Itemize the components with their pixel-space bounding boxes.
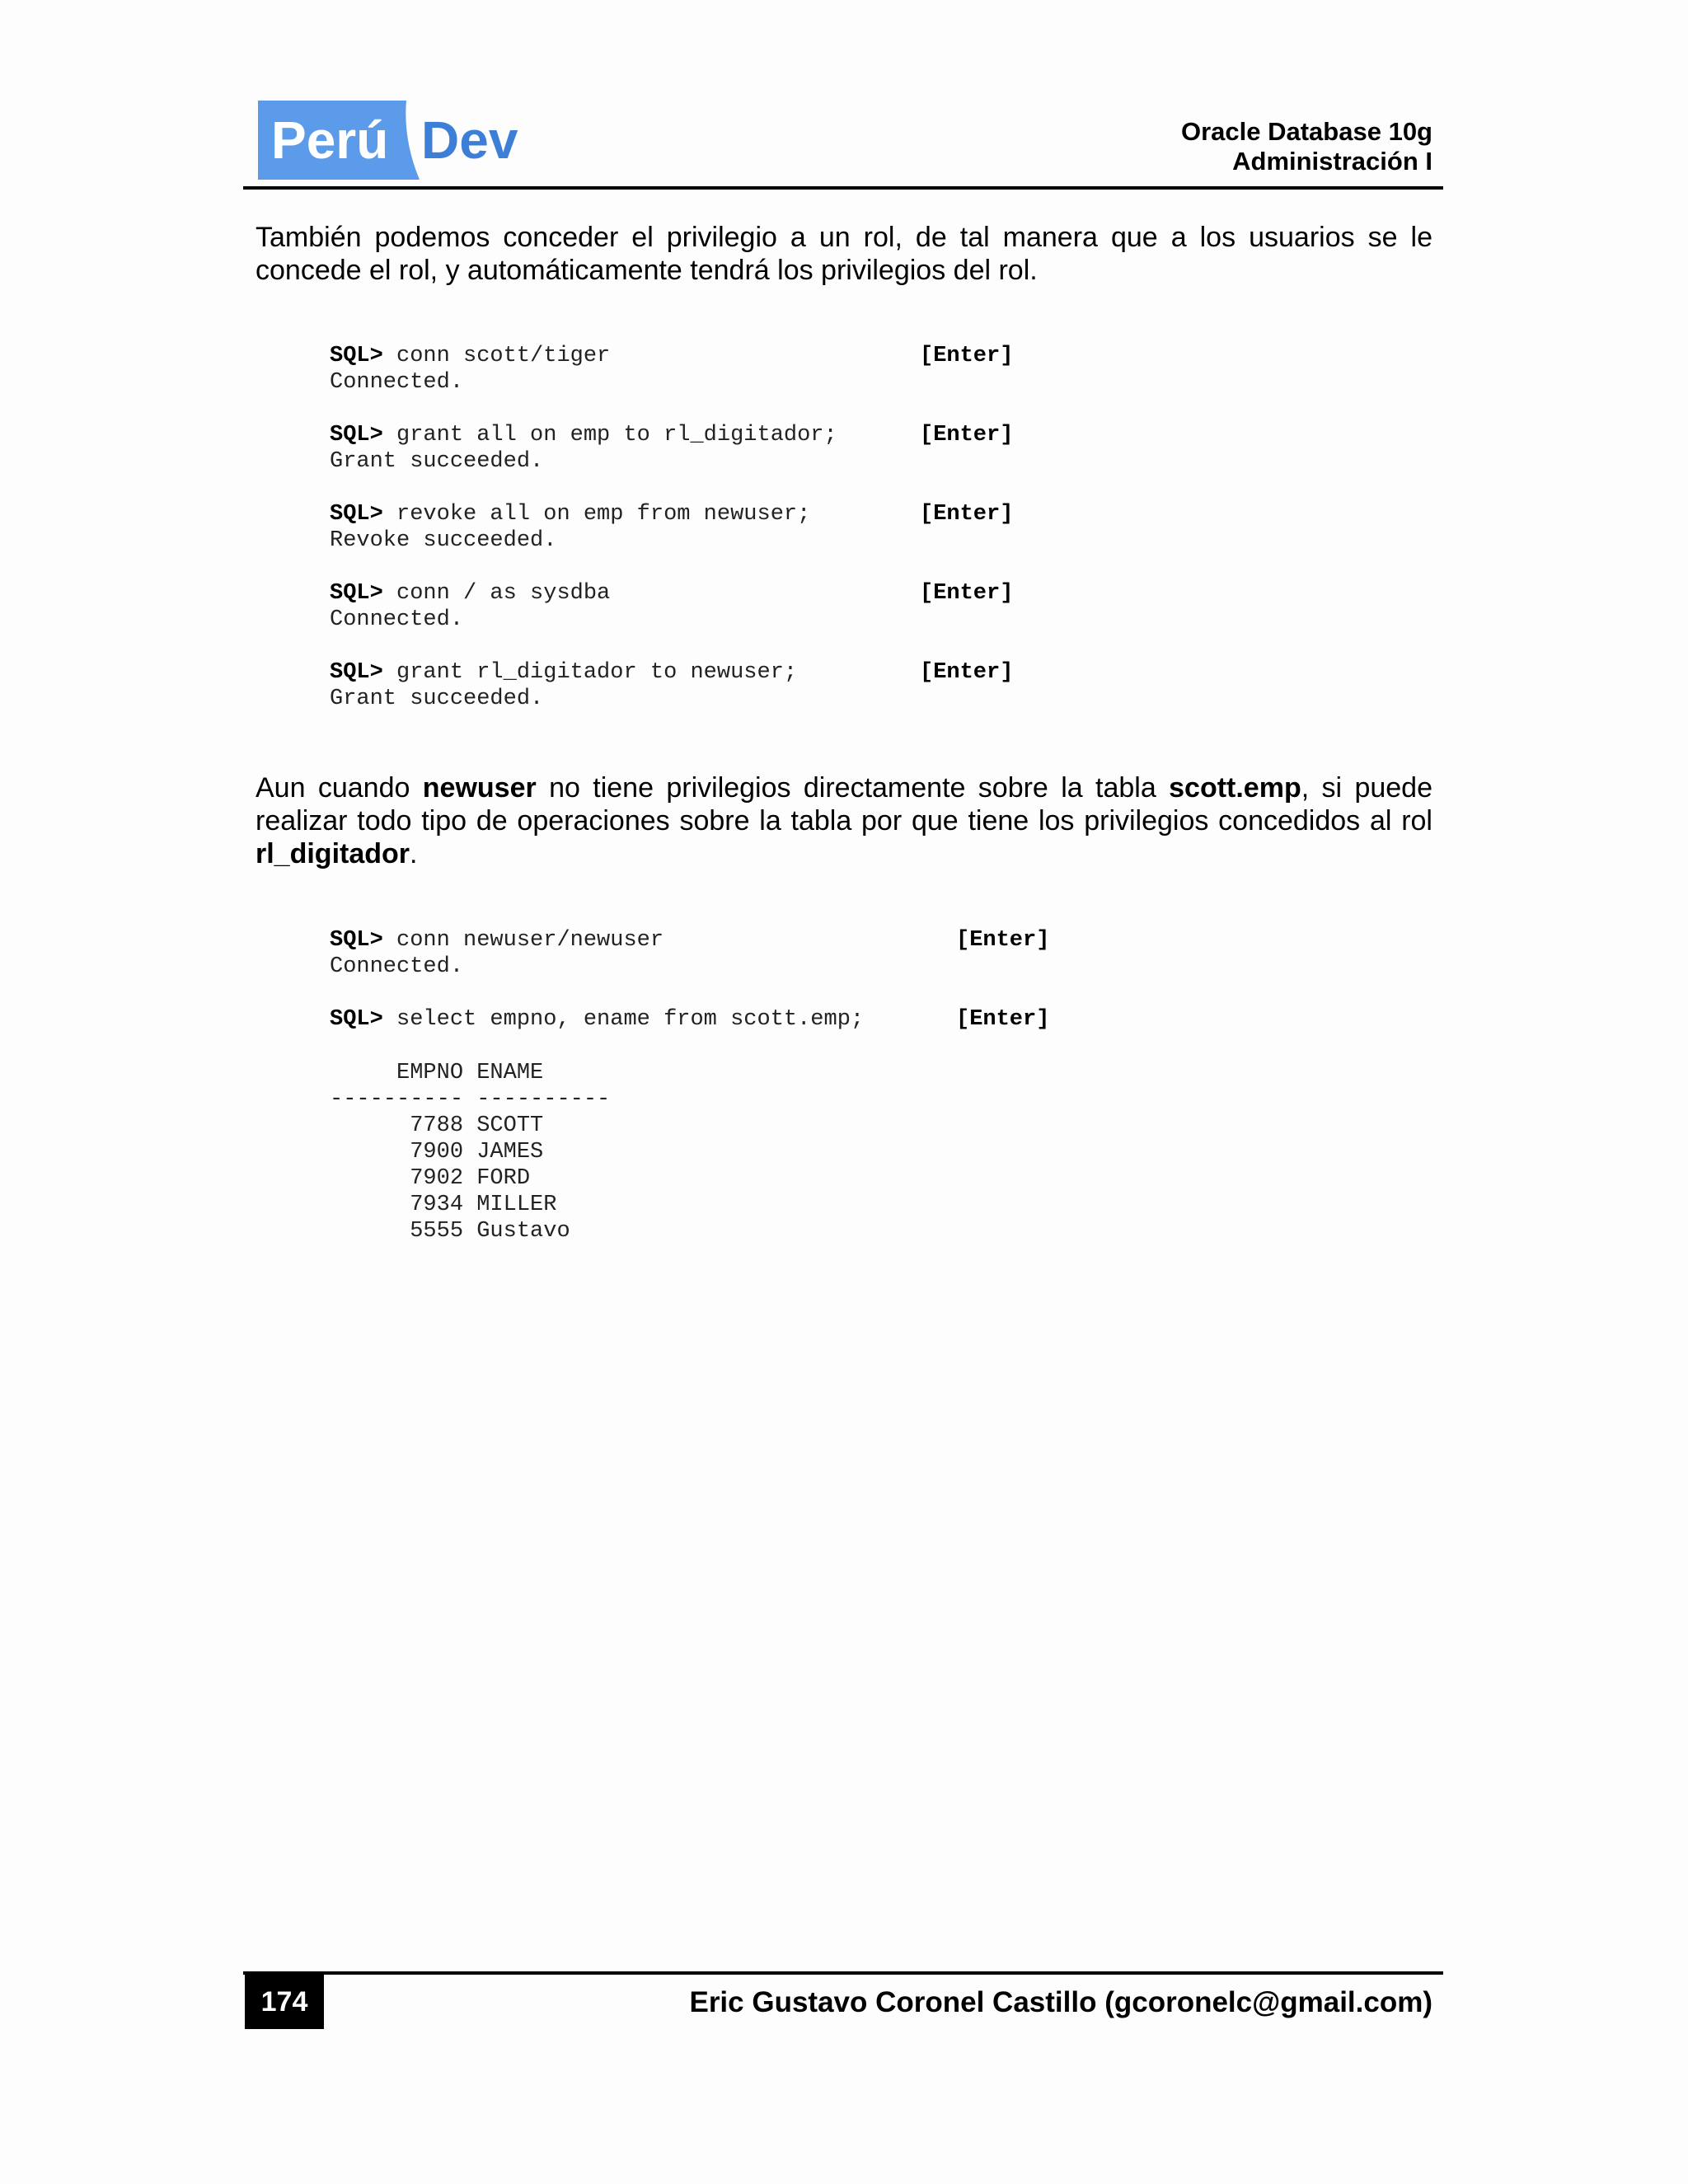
- sql-prompt: SQL>: [330, 502, 383, 527]
- table-row: 7902 FORD: [330, 1166, 531, 1191]
- sql-result: Connected.: [330, 607, 464, 632]
- enter-key: [Enter]: [920, 660, 1014, 685]
- page-number: 174: [245, 1975, 324, 2029]
- para2-text: .: [410, 838, 418, 869]
- sql-prompt: SQL>: [330, 1007, 383, 1032]
- footer-author: Eric Gustavo Coronel Castillo (gcoronelc@gmail.com): [689, 1986, 1432, 2018]
- paragraph-explanation: [256, 771, 1432, 870]
- sql-prompt: SQL>: [330, 660, 383, 685]
- enter-key: [Enter]: [920, 581, 1014, 606]
- sql-result: Revoke succeeded.: [330, 528, 557, 553]
- para2-text: , si puede realizar todo tipo de operaciones sobre la tabla por que tiene los privilegios concedidos al rol: [256, 772, 1432, 837]
- header-title-line1: Oracle Database 10g: [1180, 117, 1432, 146]
- sql-result: Connected.: [330, 954, 464, 979]
- header-title: [1181, 117, 1432, 176]
- code-line: [330, 927, 663, 954]
- sql-command: select empno, ename from scott.emp;: [382, 1007, 865, 1032]
- table-row: 7934 MILLER: [330, 1193, 557, 1217]
- sql-prompt: SQL>: [330, 423, 383, 448]
- table-row: 5555 Gustavo: [330, 1219, 570, 1244]
- code-line: [330, 501, 810, 527]
- result-table-separator: ---------- ----------: [330, 1087, 611, 1112]
- para2-bold-scott-emp: scott.emp: [1169, 772, 1301, 804]
- enter-key: [Enter]: [920, 423, 1014, 448]
- table-row: 7788 SCOTT: [330, 1113, 544, 1138]
- peru-dev-logo: [258, 101, 532, 180]
- code-line: [330, 659, 797, 686]
- sql-command: conn scott/tiger: [382, 344, 611, 368]
- sql-result: Connected.: [330, 370, 464, 395]
- sql-result: Grant succeeded.: [330, 687, 544, 711]
- sql-command: grant rl_digitador to newuser;: [382, 660, 798, 685]
- code-line: [330, 343, 610, 369]
- sql-command: conn / as sysdba: [382, 581, 611, 606]
- footer-divider: [243, 1971, 1443, 1975]
- header-divider: [243, 186, 1443, 190]
- logo-graphic: [258, 101, 532, 180]
- logo-text-peru: Perú: [271, 110, 389, 170]
- enter-key: [Enter]: [956, 928, 1050, 953]
- sql-prompt: SQL>: [330, 581, 383, 606]
- sql-prompt: SQL>: [330, 344, 383, 368]
- table-row: 7900 JAMES: [330, 1140, 544, 1165]
- header-title-line2: Administración I: [1232, 147, 1432, 176]
- sql-command: revoke all on emp from newuser;: [382, 502, 811, 527]
- para2-text: no tiene privilegios directamente sobre la tabla: [536, 772, 1170, 804]
- para2-text: Aun cuando: [256, 772, 423, 804]
- sql-prompt: SQL>: [330, 928, 383, 953]
- enter-key: [Enter]: [956, 1007, 1050, 1032]
- sql-command: conn newuser/newuser: [382, 928, 664, 953]
- code-line: [330, 580, 610, 607]
- sql-result: Grant succeeded.: [330, 449, 544, 474]
- logo-text-dev: Dev: [421, 110, 518, 170]
- sql-command: grant all on emp to rl_digitador;: [382, 423, 837, 448]
- result-table-header: EMPNO ENAME: [330, 1061, 544, 1085]
- enter-key: [Enter]: [920, 502, 1014, 527]
- code-line: [330, 422, 837, 448]
- code-line: [330, 1006, 864, 1033]
- para2-bold-rl-digitador: rl_digitador: [256, 838, 410, 869]
- enter-key: [Enter]: [920, 344, 1014, 368]
- para2-bold-newuser: newuser: [422, 772, 537, 804]
- paragraph-intro: También podemos conceder el privilegio a un rol, de tal manera que a los usuarios se le concede el rol, y automáticamente tendrá los privilegios del rol.: [256, 222, 1432, 286]
